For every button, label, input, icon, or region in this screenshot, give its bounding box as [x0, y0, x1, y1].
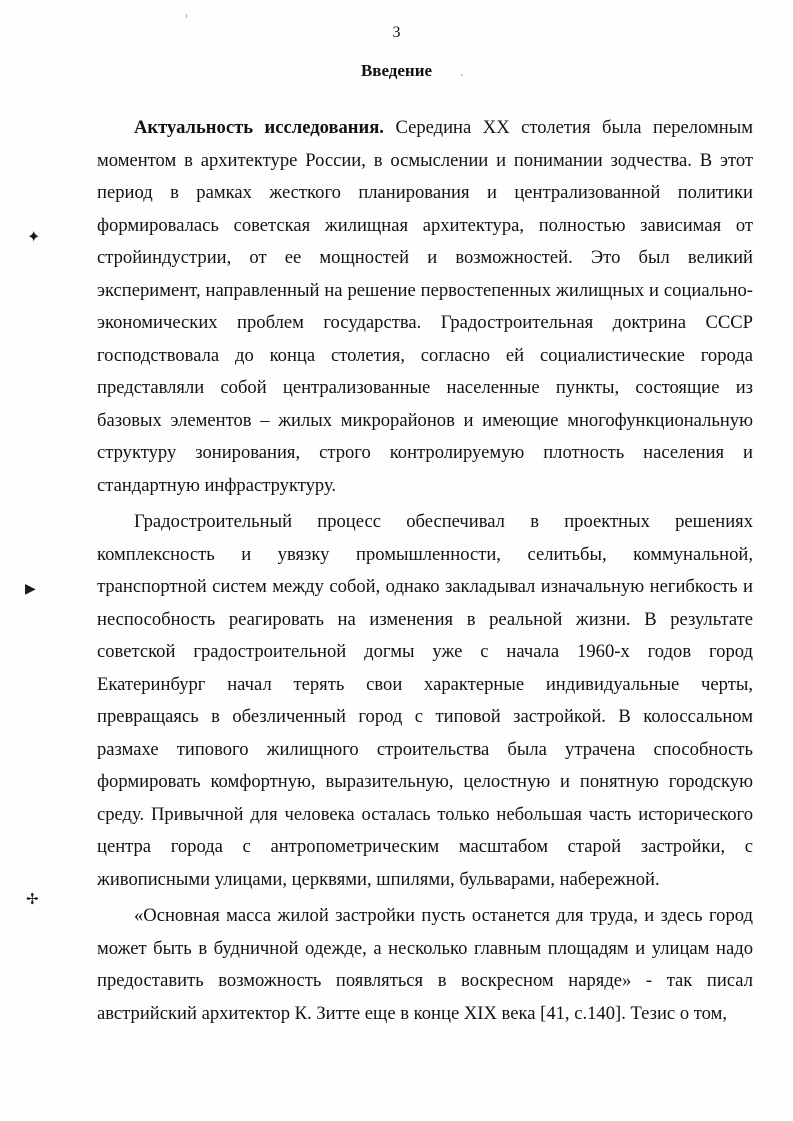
binding-hole-mark-icon: ✦ [27, 229, 41, 246]
body-text [97, 112, 753, 1034]
page-number: 3 [392, 24, 401, 41]
paragraph-text: «Основная масса жилой застройки пусть останется для труда, и здесь город может быть в будничной одежде, а несколько главным площадям и улицам надо предоставить возможность появляться в воскресном наряде» - так писал австрийский архитектор К. Зитте еще в конце XIX века [41, с.140]. Тезис о том, [97, 905, 753, 1024]
binding-hole-mark-icon: ✢ [26, 892, 39, 908]
paragraph-text: Середина XX столетия была переломным моментом в архитектуре России, в осмыслении и понимании зодчества. В этот период в рамках жесткого планирования и централизованной политики формировалась советская жилищная архитектура, полностью зависимая от стройиндустрии, от ее мощностей и возможностей. Это был великий эксперимент, направленный на решение первостепенных жилищных и социально-экономических проблем государства. Градостроительная доктрина СССР господствовала до конца столетия, согласно ей социалистические города представляли собой централизованные населенные пункты, состоящие из базовых элементов – жилых микрорайонов и имеющие многофункциональную структуру зонирования, строго контролируемую плотность населения и стандартную инфраструктуру. [97, 117, 753, 496]
section-heading: Введение [360, 61, 433, 80]
paragraph-lead: Актуальность исследования. [134, 117, 384, 138]
scan-mark [186, 14, 187, 18]
binding-hole-mark-icon: ▶ [25, 582, 36, 597]
paragraph-process [97, 506, 753, 896]
paragraph-relevance [97, 112, 753, 502]
paragraph-quote [97, 900, 753, 1030]
paragraph-text: Градостроительный процесс обеспечивал в проектных решениях комплексность и увязку промышленности, селитьбы, коммунальной, транспортной систем между собой, однако закладывал изначальную негибкость и неспособность реагировать на изменения в реальной жизни. В результате советской градостроительной догмы уже с начала 1960-х годов город Екатеринбург начал терять свои характерные индивидуальные черты, превращаясь в обезличенный город с типовой застройкой. В колоссальном размахе типового жилищного строительства была утрачена способность формировать комфортную, выразительную, целостную и понятную городскую среду. Привычной для человека осталась только небольшая часть исторического центра города с антропометрическим масштабом старой застройки, с живописными улицами, церквями, шпилями, бульварами, набережной. [97, 511, 753, 890]
